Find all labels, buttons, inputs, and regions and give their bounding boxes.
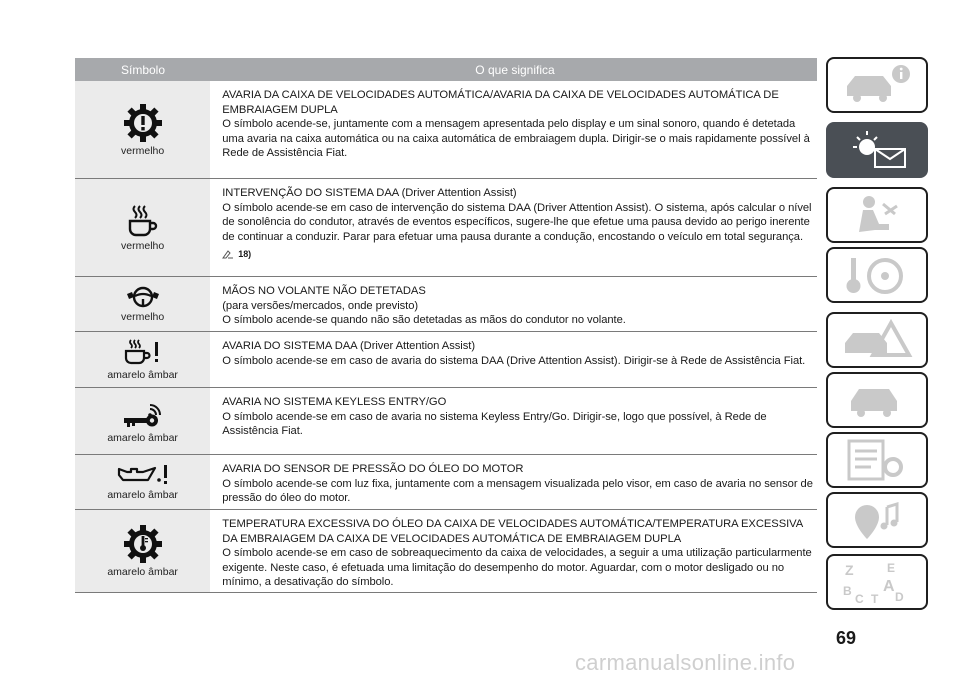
meaning-title: TEMPERATURA EXCESSIVA DO ÓLEO DA CAIXA DE VELOCIDADES AUTOMÁTICA/TEMPERATURA EXCESSIVA DA EMBRAIAGEM DA CAIXA DE VELOCIDADES AUTOMÁTICA DE EMBRAIAGEM DUPLA	[222, 518, 803, 545]
symbol-color-label: amarelo âmbar	[107, 566, 178, 578]
reference-note	[222, 247, 813, 262]
meaning-cell	[210, 332, 817, 387]
keyless-key-icon	[122, 398, 164, 430]
car-service-icon	[837, 377, 917, 423]
chapter-tab-multimedia[interactable]	[826, 492, 928, 548]
car-info-icon	[837, 62, 917, 108]
key-steering-wheel-icon	[837, 252, 917, 298]
warning-lights-table	[75, 58, 817, 593]
meaning-text: O símbolo acende-se com luz fixa, juntamente com a mensagem visualizada pelo visor, em caso de avaria no sensor de pressão do óleo do motor.	[222, 477, 813, 504]
header-meaning: O que significa	[475, 62, 555, 77]
reference-hand-icon	[222, 249, 234, 259]
meaning-text: O símbolo acende-se em caso de avaria no sistema Keyless Entry/Go. Dirigir-se, logo que possível, à Rede de Assistência Fiat.	[222, 410, 767, 437]
meaning-text: O símbolo acende-se, juntamente com a mensagem apresentada pelo display e um sinal sonoro, quando é detetada uma avaria na caixa automática ou na caixa automática de embraiagem dupla. Dirigir-se o mais rapidamente possível à Rede de Assistência Fiat.	[222, 118, 810, 159]
symbol-cell	[75, 455, 210, 509]
meaning-title: AVARIA NO SISTEMA KEYLESS ENTRY/GO	[222, 396, 447, 408]
svg-text:C: C	[855, 592, 864, 605]
meaning-title: AVARIA DA CAIXA DE VELOCIDADES AUTOMÁTICA/AVARIA DA CAIXA DE VELOCIDADES AUTOMÁTICA DE EMBRAIAGEM DUPLA	[222, 89, 779, 116]
table-row	[75, 277, 817, 332]
gear-thermometer-icon	[123, 524, 163, 564]
svg-text:E: E	[887, 561, 896, 575]
chapter-tab-warning-lights[interactable]	[826, 122, 928, 178]
meaning-text: O símbolo acende-se em caso de avaria do sistema DAA (Drive Attention Assist). Dirigir-se à Rede de Assistência Fiat.	[222, 354, 806, 367]
meaning-cell	[210, 179, 817, 276]
symbol-color-label: vermelho	[121, 311, 165, 323]
specifications-gear-icon	[837, 437, 917, 483]
chapter-tab-emergency[interactable]	[826, 312, 928, 368]
header-symbol: Símbolo	[120, 62, 166, 77]
symbol-color-label: amarelo âmbar	[107, 368, 178, 381]
table-header	[75, 58, 817, 81]
meaning-cell	[210, 455, 817, 509]
coffee-cup-icon	[126, 204, 160, 238]
chapter-tab-safety[interactable]	[826, 187, 928, 243]
reference-number: 18)	[238, 249, 252, 259]
breakdown-triangle-icon	[837, 317, 917, 363]
svg-text:D: D	[895, 590, 904, 604]
page-number: 69	[836, 628, 857, 648]
airbag-seat-icon	[837, 192, 917, 238]
meaning-text: O símbolo acende-se em caso de sobreaquecimento da caixa de velocidades, a seguir a uma utilização particularmente exigente. Neste caso, é efetuada uma limitação do desempenho do motor. Aguardar, com o motor desligado ou no mínimo, a desativação do símbolo.	[222, 547, 812, 588]
chapter-tab-starting-driving[interactable]	[826, 247, 928, 303]
watermark: carmanualsonline.info	[575, 650, 796, 675]
symbol-color-label: amarelo âmbar	[107, 489, 178, 501]
table-row	[75, 388, 817, 455]
table-row	[75, 179, 817, 277]
symbol-color-label: vermelho	[121, 144, 165, 157]
svg-text:A: A	[883, 578, 895, 595]
meaning-title: MÃOS NO VOLANTE NÃO DETETADAS	[222, 285, 426, 297]
meaning-text: O símbolo acende-se em caso de intervenção do sistema DAA (Driver Attention Assist). O sistema, após calcular o nível de sonolência do condutor, através de eventos específicos, sugere-lhe que efetue uma pausa devido ao perigo inerente de continuar a conduzir. Parar para efetuar uma pausa durante a condução, encostando o veículo em total segurança.	[222, 201, 812, 243]
table-row	[75, 332, 817, 388]
chapter-tab-maintenance[interactable]	[826, 372, 928, 428]
symbol-cell	[75, 81, 210, 178]
coffee-cup-warning-icon	[123, 339, 163, 367]
table-row	[75, 455, 817, 510]
meaning-cell	[210, 510, 817, 592]
steering-wheel-hands-icon	[126, 285, 160, 309]
warning-light-message-icon	[837, 127, 917, 173]
table-row	[75, 510, 817, 593]
svg-text:B: B	[843, 584, 852, 598]
chapter-tab-technical-data[interactable]	[826, 432, 928, 488]
index-letters-icon	[837, 559, 917, 605]
symbol-cell	[75, 332, 210, 387]
table-row	[75, 81, 817, 179]
gear-warning-icon	[123, 103, 163, 143]
symbol-cell	[75, 277, 210, 331]
meaning-title: AVARIA DO SISTEMA DAA (Driver Attention Assist)	[222, 340, 476, 352]
oil-can-warning-icon	[117, 463, 169, 487]
multimedia-icon	[837, 497, 917, 543]
meaning-title: AVARIA DO SENSOR DE PRESSÃO DO ÓLEO DO MOTOR	[222, 463, 524, 475]
svg-text:Z: Z	[845, 562, 854, 578]
symbol-color-label: amarelo âmbar	[107, 432, 178, 444]
chapter-tab-car-info[interactable]	[826, 57, 928, 113]
chapter-tab-index[interactable]	[826, 554, 928, 610]
meaning-title: INTERVENÇÃO DO SISTEMA DAA (Driver Attention Assist)	[222, 187, 517, 199]
symbol-cell	[75, 510, 210, 592]
symbol-cell	[75, 179, 210, 276]
meaning-text: O símbolo acende-se quando não são detetadas as mãos do condutor no volante.	[222, 314, 626, 326]
meaning-cell	[210, 388, 817, 454]
meaning-cell	[210, 81, 817, 178]
meaning-subtitle: (para versões/mercados, onde previsto)	[222, 299, 419, 312]
meaning-cell	[210, 277, 817, 331]
svg-text:T: T	[871, 592, 879, 605]
symbol-cell	[75, 388, 210, 454]
symbol-color-label: vermelho	[121, 239, 165, 252]
